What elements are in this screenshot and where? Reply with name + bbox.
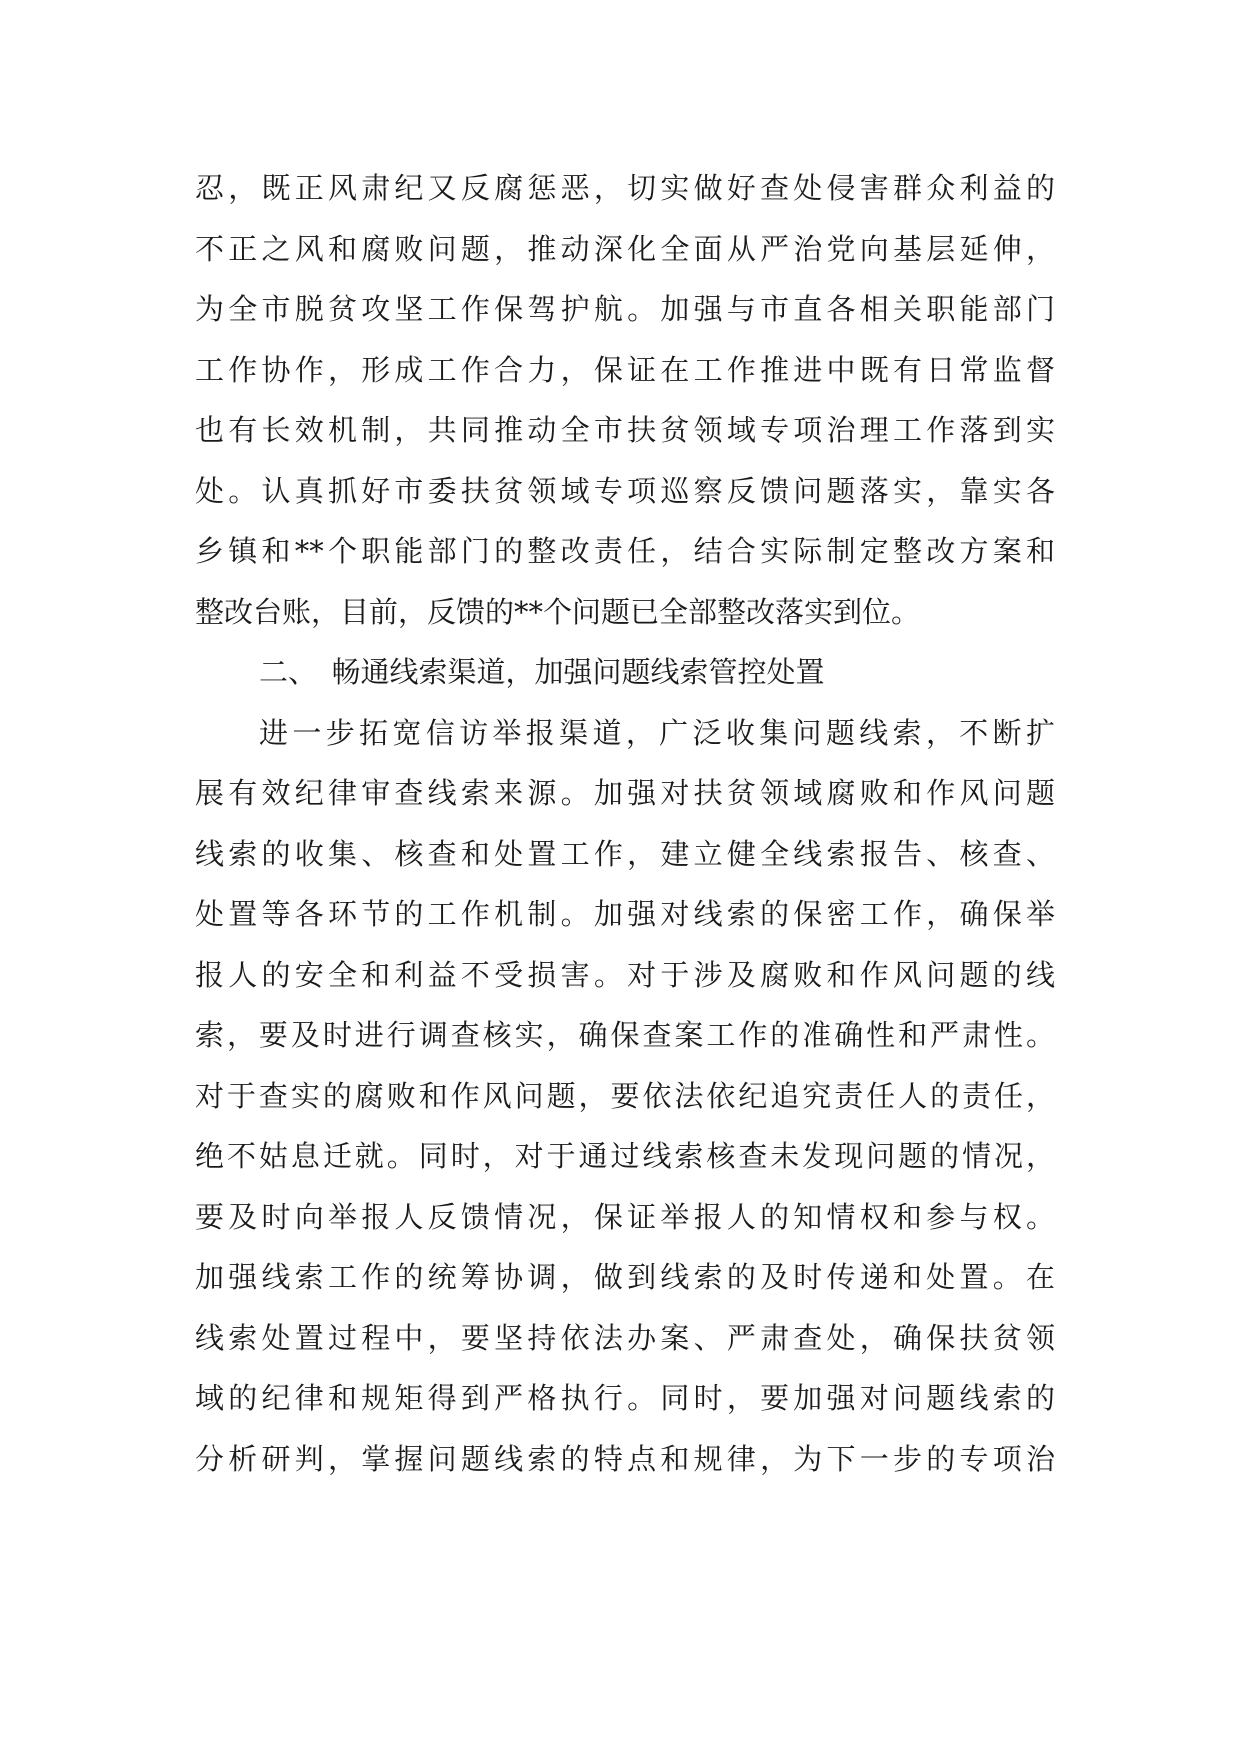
paragraph-line: 也有长效机制，共同推动全市扶贫领域专项治理工作落到实	[195, 413, 1055, 447]
paragraph-line: 要及时向举报人反馈情况，保证举报人的知情权和参与权。	[195, 1199, 1055, 1234]
paragraph-line: 忍，既正风肃纪又反腐惩恶，切实做好查处侵害群众利益的	[195, 171, 1055, 205]
paragraph-line: 处。认真抓好市委扶贫领域专项巡察反馈问题落实，靠实各	[195, 473, 1055, 508]
paragraph-line: 线索的收集、核查和处置工作，建立健全线索报告、核查、	[195, 836, 1055, 871]
paragraph-line: 乡镇和**个职能部门的整改责任，结合实际制定整改方案和	[195, 534, 1055, 568]
paragraph-line: 工作协作，形成工作合力，保证在工作推进中既有日常监督	[195, 352, 1055, 387]
paragraph-line: 不正之风和腐败问题，推动深化全面从严治党向基层延伸，	[195, 231, 1055, 266]
paragraph-line: 对于查实的腐败和作风问题，要依法依纪追究责任人的责任，	[195, 1078, 1055, 1113]
paragraph-line: 域的纪律和规矩得到严格执行。同时，要加强对问题线索的	[195, 1381, 1055, 1415]
paragraph-line: 为全市脱贫攻坚工作保驾护航。加强与市直各相关职能部门	[195, 292, 1055, 326]
paragraph-line: 加强线索工作的统筹协调，做到线索的及时传递和处置。在	[195, 1260, 1055, 1294]
paragraph-line: 分析研判，掌握问题线索的特点和规律，为下一步的专项治	[195, 1441, 1055, 1476]
paragraph-line: 线索处置过程中，要坚持依法办案、严肃查处，确保扶贫领	[195, 1320, 1055, 1355]
paragraph-line: 展有效纪律审查线索来源。加强对扶贫领域腐败和作风问题	[195, 776, 1055, 810]
paragraph-line: 索，要及时进行调查核实，确保查案工作的准确性和严肃性。	[195, 1018, 1055, 1052]
paragraph-line: 绝不姑息迁就。同时，对于通过线索核查未发现问题的情况，	[195, 1139, 1055, 1173]
section-heading: 二、 畅通线索渠道，加强问题线索管控处置	[259, 655, 825, 689]
paragraph-line: 整改台账，目前，反馈的**个问题已全部整改落实到位。	[195, 594, 921, 629]
paragraph-line: 报人的安全和利益不受损害。对于涉及腐败和作风问题的线	[195, 957, 1055, 992]
paragraph-line: 进一步拓宽信访举报渠道，广泛收集问题线索，不断扩	[259, 715, 1055, 750]
paragraph-line: 处置等各环节的工作机制。加强对线索的保密工作，确保举	[195, 897, 1055, 931]
document-body	[195, 158, 1055, 1489]
